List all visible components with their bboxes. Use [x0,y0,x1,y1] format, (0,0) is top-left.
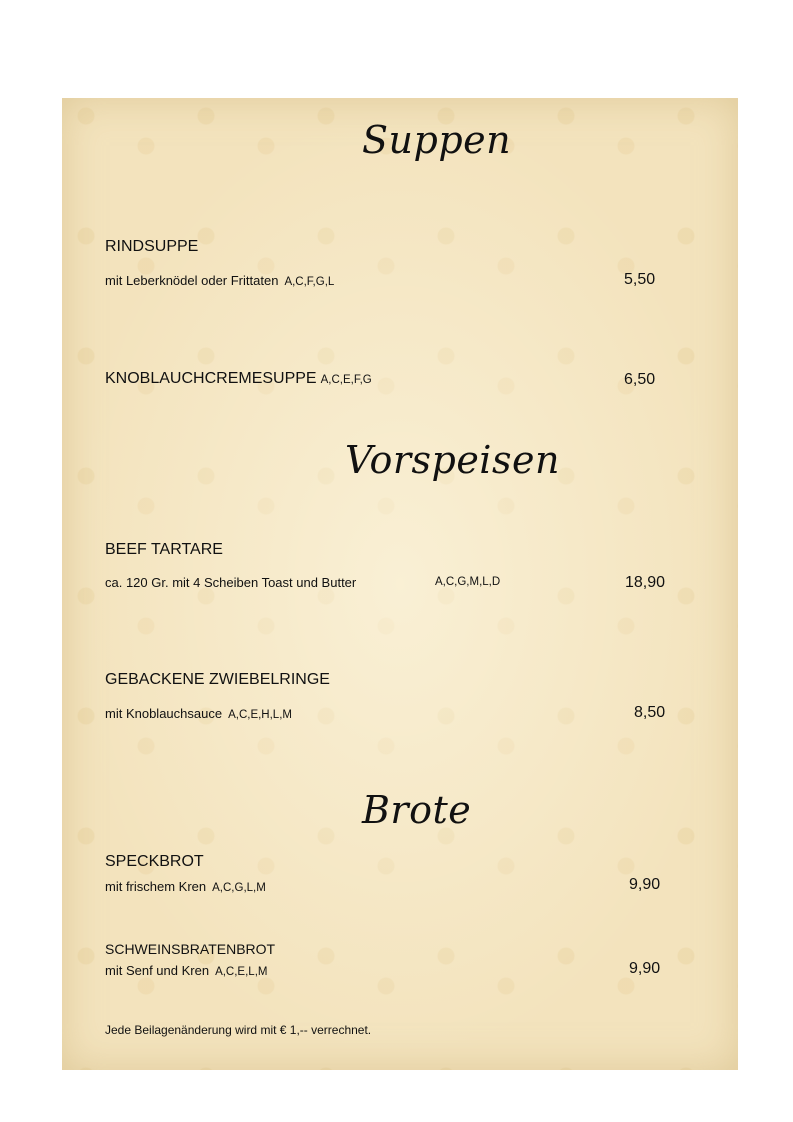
allergen-codes: A,C,E,L,M [215,966,268,978]
footer-note: Jede Beilagenänderung wird mit € 1,-- verrechnet. [105,1023,372,1037]
dish-desc-zwiebelringe [105,706,292,721]
dish-name-text: KNOBLAUCHCREMESUPPE [105,370,317,387]
dish-name-rindsuppe: RINDSUPPE [105,238,199,255]
allergen-codes: A,C,G,L,M [212,882,266,894]
price-zwiebelringe: 8,50 [634,704,666,721]
section-title-brote: Brote [362,788,472,832]
dish-desc-text: mit Leberknödel oder Frittaten [105,273,279,288]
dish-name-speckbrot: SPECKBROT [105,853,204,870]
section-title-vorspeisen: Vorspeisen [345,438,560,482]
dish-desc-speckbrot [105,879,266,894]
section-title-suppen: Suppen [362,118,512,162]
dish-desc-beef-tartare: ca. 120 Gr. mit 4 Scheiben Toast und Butter [105,575,357,590]
price-knoblauchcremesuppe: 6,50 [624,371,656,388]
price-speckbrot: 9,90 [629,876,661,893]
allergen-codes: A,C,E,F,G [320,374,372,386]
price-schweinsbratenbrot: 9,90 [629,960,661,977]
allergen-codes-beef-tartare: A,C,G,M,L,D [435,576,501,588]
dish-desc-text: mit frischem Kren [105,879,207,894]
price-beef-tartare: 18,90 [625,574,666,591]
dish-desc-text: mit Senf und Kren [105,963,210,978]
dish-name-knoblauchcremesuppe [105,370,372,388]
allergen-codes: A,C,F,G,L [284,276,335,288]
dish-desc-schweinsbratenbrot [105,963,267,978]
allergen-codes: A,C,E,H,L,M [228,709,292,721]
dish-desc-rindsuppe [105,273,334,288]
dish-desc-text: mit Knoblauchsauce [105,706,223,721]
dish-name-schweinsbratenbrot: SCHWEINSBRATENBROT [105,941,276,957]
dish-name-beef-tartare: BEEF TARTARE [105,541,223,558]
dish-name-zwiebelringe: GEBACKENE ZWIEBELRINGE [105,671,330,688]
price-rindsuppe: 5,50 [624,271,656,288]
